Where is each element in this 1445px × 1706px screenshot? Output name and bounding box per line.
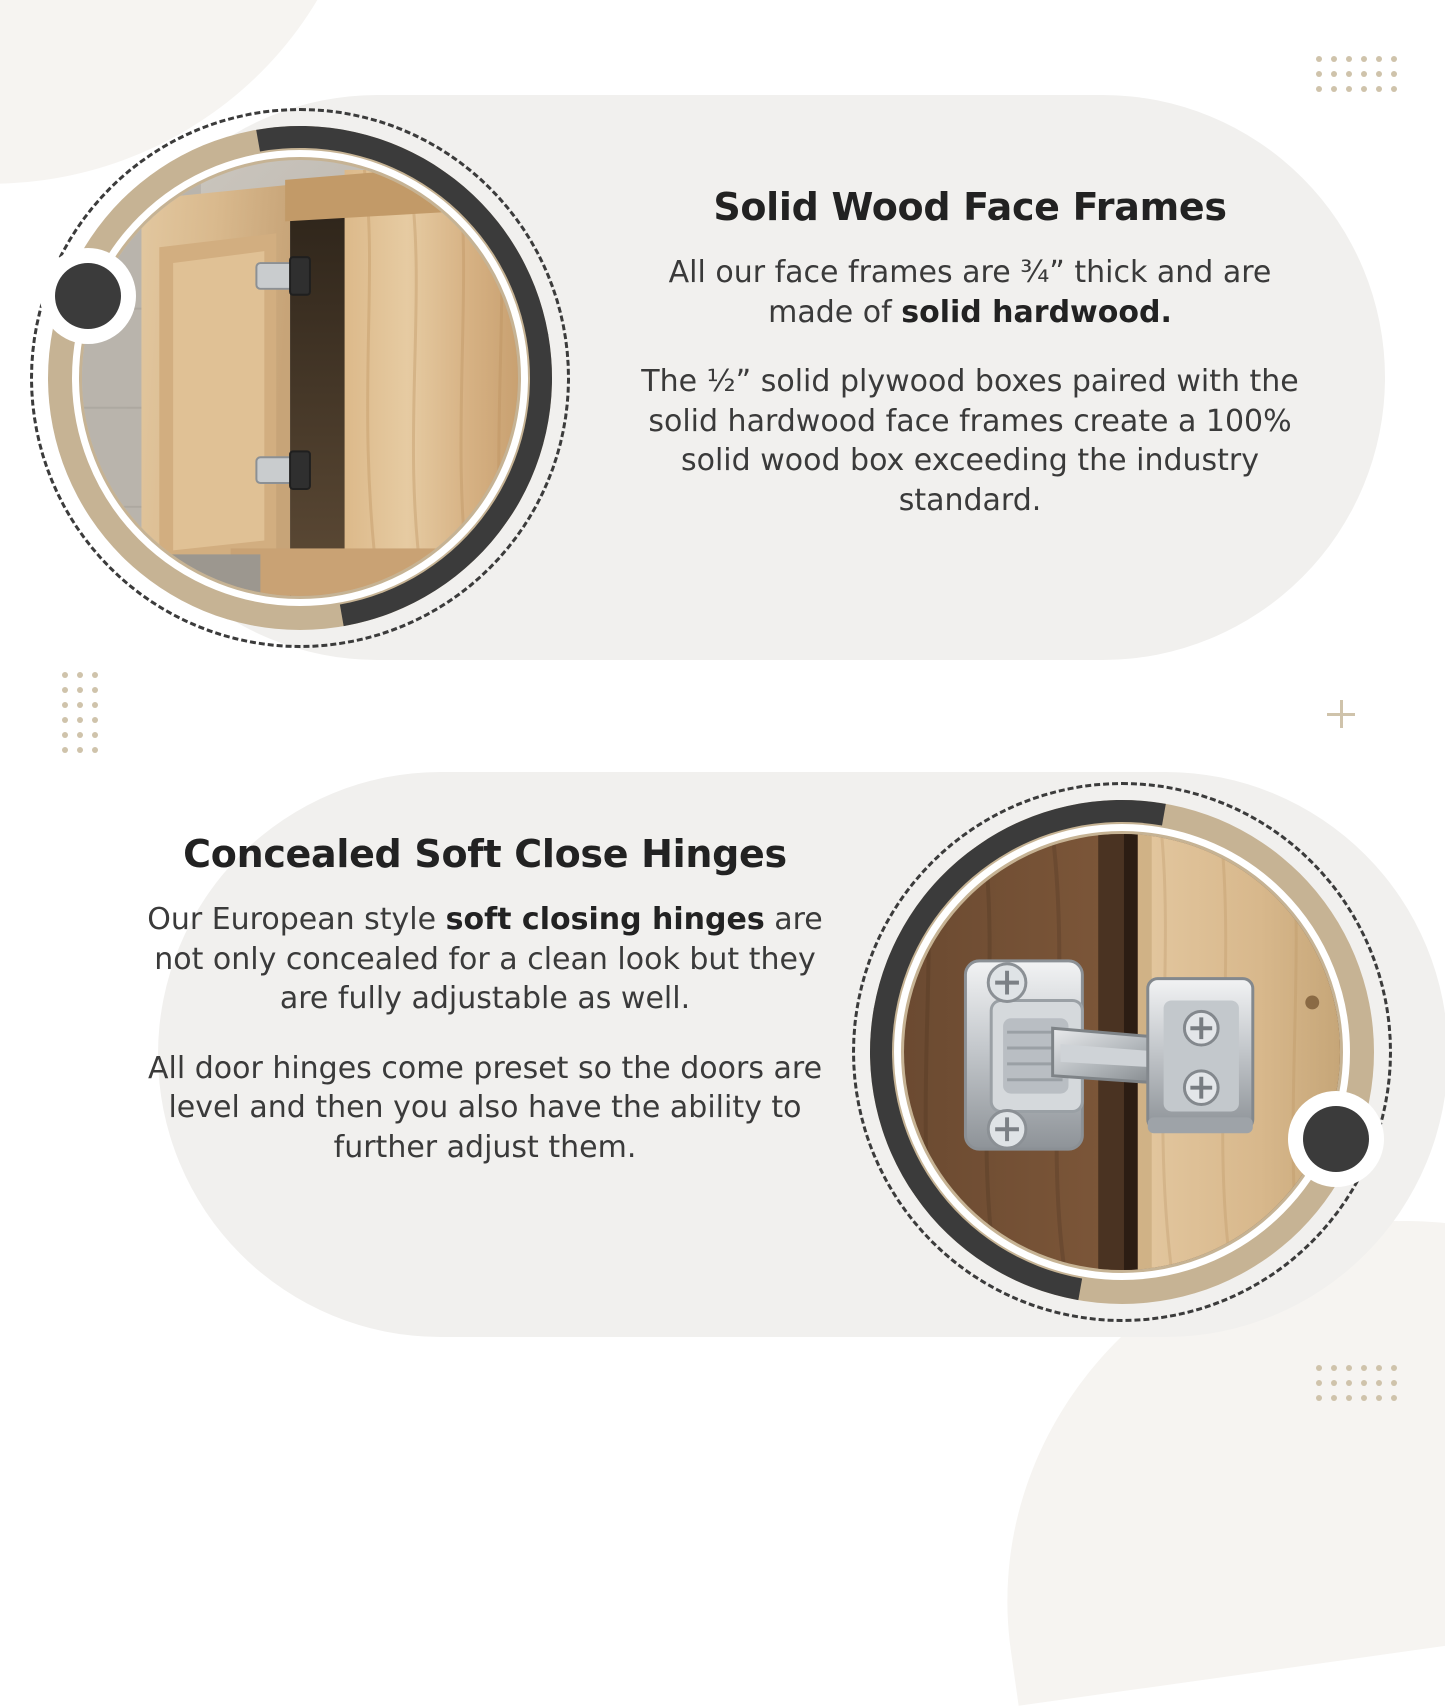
white-ring-decor <box>72 150 528 606</box>
dot-grid-icon-middle-left <box>62 672 98 753</box>
dot-grid-icon-top-right <box>1316 56 1397 92</box>
dot-knob-decor <box>1288 1091 1384 1187</box>
plus-icon <box>1327 700 1355 728</box>
paragraph-hinges-1 <box>140 900 830 1019</box>
text-block-face-frames <box>640 185 1300 521</box>
heading-hinges: Concealed Soft Close Hinges <box>183 832 787 876</box>
dot-knob-decor <box>40 248 136 344</box>
paragraph-face-frames-1-bold: solid hardwood. <box>901 294 1172 330</box>
paragraph-face-frames-1 <box>640 253 1300 332</box>
dot-grid-icon-bottom-right <box>1316 1365 1397 1401</box>
white-ring-decor <box>894 824 1350 1280</box>
paragraph-hinges-2: All door hinges come preset so the doors are level and then you also have the ability to further adjust them. <box>147 1050 823 1165</box>
heading-face-frames: Solid Wood Face Frames <box>713 185 1227 229</box>
paragraph-hinges-1-part1: Our European style <box>147 902 446 937</box>
paragraph-hinges-1-bold: soft closing hinges <box>445 902 765 937</box>
text-block-hinges <box>140 832 830 1168</box>
paragraph-face-frames-1-part1: All our face frames are ¾” thick and are made of <box>668 255 1272 330</box>
paragraph-hinges-1-part2: are not only concealed for a clean look but they are fully adjustable as well. <box>154 902 823 1017</box>
image-badge-face-frames <box>30 108 570 648</box>
image-badge-hinges <box>852 782 1392 1322</box>
paragraph-face-frames-2: The ½” solid plywood boxes paired with the solid hardwood face frames create a 100% solid wood box exceeding the industry standard. <box>641 364 1299 518</box>
